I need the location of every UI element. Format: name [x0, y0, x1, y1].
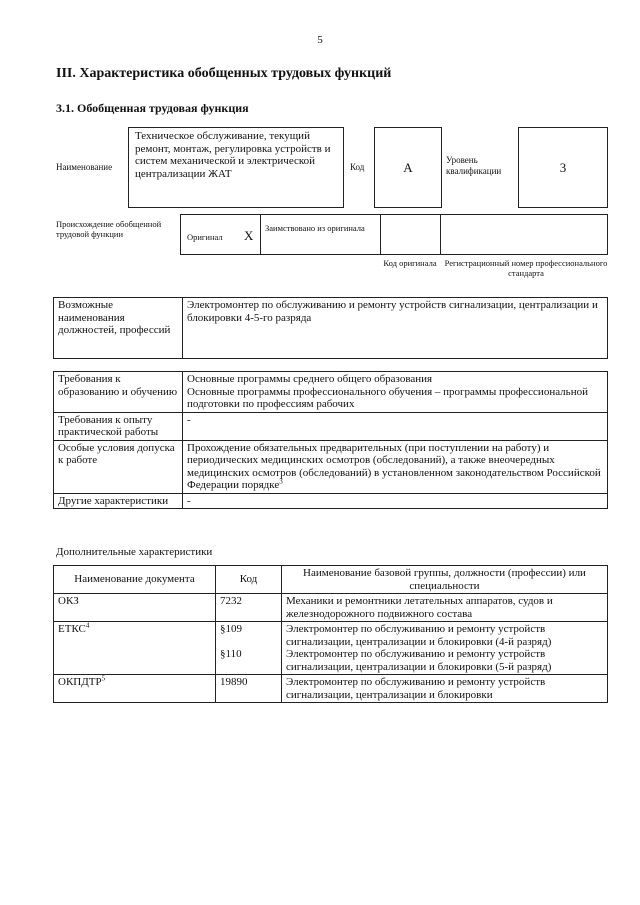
doc-cell	[54, 675, 216, 703]
experience-value: -	[183, 412, 608, 440]
function-name-box	[128, 127, 344, 208]
code-cell	[216, 622, 282, 675]
level-box	[518, 127, 608, 208]
admission-cell	[183, 440, 608, 493]
table-row	[54, 298, 608, 359]
table-row	[54, 675, 608, 703]
level-label: Уровень квалификации	[446, 155, 502, 176]
code-cell: 19890	[216, 675, 282, 703]
header-doc: Наименование документа	[54, 566, 216, 594]
table-row	[54, 440, 608, 493]
borrowed-label: Заимствовано из оригинала	[265, 223, 365, 233]
education-label: Требования к образованию и обучению	[54, 372, 183, 413]
footnote-ref: 3	[279, 477, 283, 486]
education-value: Основные программы среднего общего образования Основные программы профессионального обучения – программы профессиональной подготовки по профессиям рабочих	[183, 372, 608, 413]
reg-number-caption: Регистрационный номер профессионального стандарта	[444, 258, 608, 278]
name-value: Электромонтер по обслуживанию и ремонту устройств сигнализации, централизации и блокировки (4-й разряд)	[286, 623, 552, 648]
code-value: §109	[220, 623, 242, 635]
name-cell: Механики и ремонтники летательных аппаратов, судов и железнодорожного подвижного состава	[282, 594, 608, 622]
requirements-table	[53, 371, 608, 509]
header-code: Код	[216, 566, 282, 594]
admission-value: Прохождение обязательных предварительных (при поступлении на работу) и периодических медицинских осмотров (обследований), а также внеочередных медицинских осмотров (обследований) в установленном законодательством Российской Федерации порядке	[187, 441, 601, 491]
code-original-caption: Код оригинала	[383, 258, 437, 268]
subsection-title: 3.1. Обобщенная трудовая функция	[56, 101, 249, 115]
table-row	[54, 493, 608, 509]
original-label: Оригинал	[187, 232, 223, 242]
original-mark: X	[244, 228, 254, 243]
doc-cell	[54, 622, 216, 675]
page-number: 5	[317, 34, 323, 46]
admission-label: Особые условия допуска к работе	[54, 440, 183, 493]
name-cell: Электромонтер по обслуживанию и ремонту устройств сигнализации, централизации и блокировки	[282, 675, 608, 703]
header-name: Наименование базовой группы, должности (профессии) или специальности	[282, 566, 608, 594]
doc-name: ОКЗ	[58, 595, 79, 607]
code-value: §110	[220, 647, 242, 660]
name-cell	[282, 622, 608, 675]
experience-label: Требования к опыту практической работы	[54, 412, 183, 440]
table-row	[54, 412, 608, 440]
footnote-ref: 5	[101, 674, 106, 683]
table-row	[54, 372, 608, 413]
section-title: III. Характеристика обобщенных трудовых функций	[56, 66, 392, 81]
doc-name: ОКПДТР	[58, 676, 102, 688]
additional-table	[53, 565, 608, 703]
positions-label: Возможные наименования должностей, профессий	[54, 298, 183, 359]
function-name-value: Техническое обслуживание, текущий ремонт, монтаж, регулировка устройств и систем механической и электрической централизации ЖАТ	[135, 130, 331, 180]
code-label: Код	[350, 162, 365, 172]
name-value: Электромонтер по обслуживанию и ремонту устройств сигнализации, централизации и блокировки (5-й разряд)	[286, 648, 552, 673]
table-row	[54, 622, 608, 675]
positions-table	[53, 297, 608, 359]
table-header-row	[54, 566, 608, 594]
code-value: А	[403, 159, 413, 175]
positions-value: Электромонтер по обслуживанию и ремонту устройств сигнализации, централизации и блокировки 4-5-го разряда	[183, 298, 608, 359]
additional-title: Дополнительные характеристики	[56, 546, 213, 558]
origin-label: Происхождение обобщенной трудовой функции	[56, 219, 162, 239]
name-label: Наименование	[56, 162, 113, 172]
other-label: Другие характеристики	[54, 493, 183, 509]
doc-cell	[54, 594, 216, 622]
other-value: -	[183, 493, 608, 509]
code-cell: 7232	[216, 594, 282, 622]
table-row	[54, 594, 608, 622]
doc-name: ЕТКС	[58, 623, 86, 635]
code-box	[374, 127, 442, 208]
level-value: 3	[559, 159, 567, 175]
footnote-ref: 4	[85, 621, 90, 630]
